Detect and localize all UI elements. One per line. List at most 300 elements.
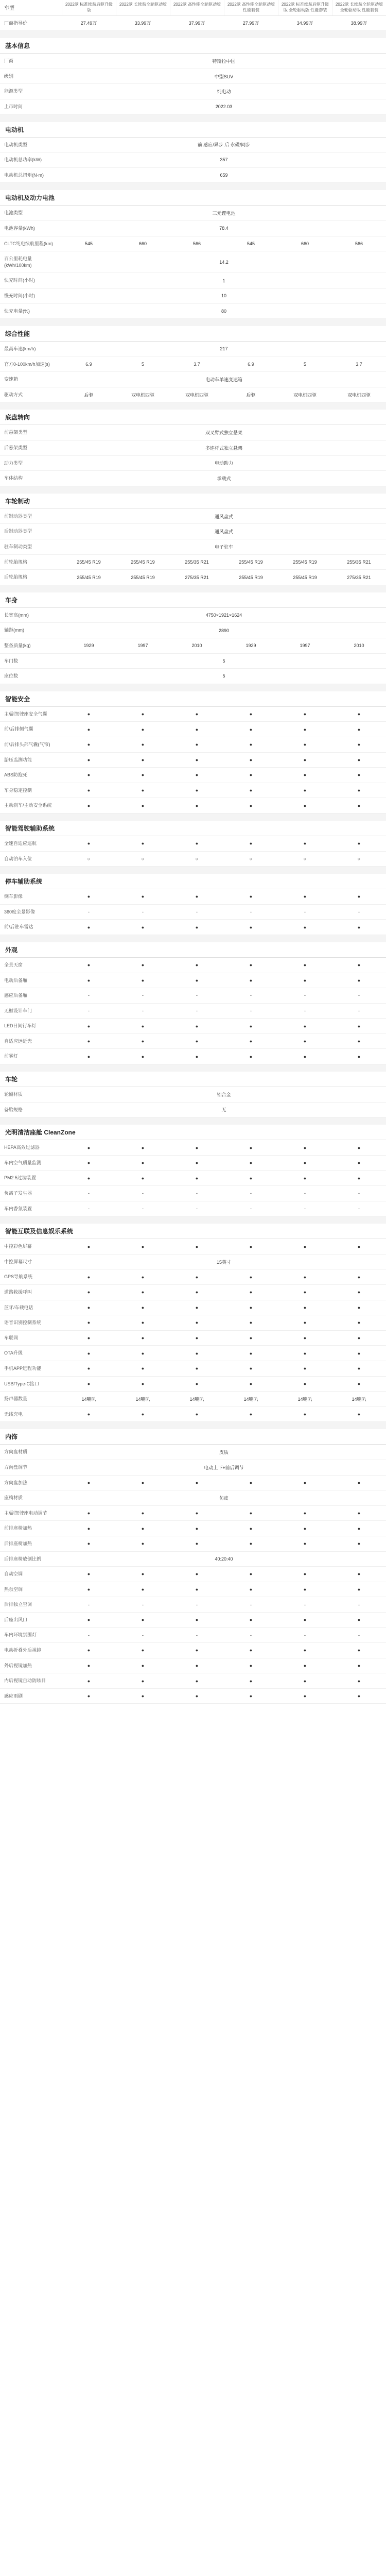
spec-value: 5 (303, 361, 306, 367)
spec-value: ● (249, 803, 253, 808)
spec-values (62, 783, 386, 798)
spec-value: ● (249, 1304, 253, 1310)
section-gap (0, 486, 386, 494)
spec-row (0, 372, 386, 387)
spec-value: ● (87, 1335, 91, 1341)
spec-row (0, 722, 386, 737)
spec-value: ● (195, 1244, 199, 1249)
spec-value: ● (249, 1412, 253, 1417)
spec-value: ● (87, 1678, 91, 1684)
spec-values (62, 1269, 386, 1284)
spec-value: ● (249, 772, 253, 778)
spec-value: ● (87, 894, 91, 900)
spec-value: ● (303, 1511, 307, 1516)
spec-values (62, 1536, 386, 1551)
spec-row (0, 1582, 386, 1598)
spec-value-merged: 357 (220, 157, 228, 163)
spec-value: - (142, 993, 144, 998)
spec-value: 255/45 R19 (293, 559, 317, 565)
spec-values (62, 1285, 386, 1300)
spec-value: ● (87, 788, 91, 793)
spec-value: ● (87, 711, 91, 717)
spec-values (62, 608, 386, 623)
spec-value: ● (303, 1335, 307, 1341)
spec-values (62, 1361, 386, 1376)
section-title: 基本信息 (0, 38, 386, 54)
spec-label: 轴距(mm) (4, 628, 24, 633)
spec-value: ● (303, 772, 307, 778)
spec-value: ● (303, 1571, 307, 1577)
spec-label: 座位数 (4, 673, 19, 679)
section-gap (0, 115, 386, 122)
spec-value: - (250, 1632, 252, 1638)
spec-row (0, 138, 386, 153)
spec-value: ● (249, 1290, 253, 1295)
spec-row (0, 1004, 386, 1019)
spec-value: 33.99万 (134, 21, 151, 26)
spec-value: ● (249, 1648, 253, 1653)
spec-value: 1929 (245, 643, 256, 649)
spec-label: 全速自适应巡航 (4, 840, 37, 846)
spec-label: 车联网 (4, 1335, 19, 1341)
spec-value: - (88, 909, 90, 915)
section-title: 智能驾驶辅助系统 (0, 821, 386, 836)
spec-value: ● (303, 1244, 307, 1249)
spec-label: ABS防抱死 (4, 772, 28, 778)
model-column-header[interactable]: 2022款 长续航全轮驱动版 (116, 0, 170, 15)
spec-value: ● (195, 841, 199, 846)
spec-value: ● (303, 1366, 307, 1371)
spec-row (0, 471, 386, 486)
spec-values (62, 1506, 386, 1521)
spec-value: ● (195, 1350, 199, 1356)
spec-table (0, 16, 386, 1704)
spec-value: 14喇叭 (297, 1396, 312, 1402)
spec-row (0, 669, 386, 684)
spec-value: ● (141, 757, 145, 762)
spec-value: - (88, 993, 90, 998)
spec-label: 中控彩色屏幕 (4, 1244, 32, 1249)
spec-row (0, 456, 386, 471)
spec-row (0, 836, 386, 852)
spec-label: 车门数 (4, 658, 19, 664)
spec-label: 中控屏幕尺寸 (4, 1259, 32, 1264)
spec-row (0, 1255, 386, 1270)
spec-row (0, 357, 386, 372)
spec-value: ● (303, 894, 307, 900)
spec-value: ● (303, 1663, 307, 1668)
spec-value: - (304, 909, 306, 915)
spec-row (0, 1019, 386, 1034)
spec-value: ● (141, 1160, 145, 1166)
spec-values (62, 1689, 386, 1704)
spec-values (62, 440, 386, 455)
spec-value: ● (249, 1366, 253, 1371)
spec-value: ● (87, 803, 91, 808)
spec-value: ● (195, 1678, 199, 1684)
spec-value-merged: 通风盘式 (214, 529, 233, 535)
spec-value: ● (195, 1541, 199, 1547)
spec-values (62, 16, 386, 31)
spec-row (0, 1300, 386, 1316)
spec-value: ● (357, 924, 361, 930)
spec-value: - (304, 993, 306, 998)
spec-row (0, 1445, 386, 1460)
spec-value: ● (141, 1039, 145, 1044)
spec-label: 整备质量(kg) (4, 643, 31, 648)
spec-row (0, 638, 386, 654)
spec-value: - (196, 1632, 198, 1638)
spec-value: 1997 (300, 643, 310, 649)
spec-value: ● (357, 1039, 361, 1044)
spec-values (62, 1140, 386, 1155)
spec-label: 车内环境氛围灯 (4, 1632, 37, 1638)
spec-label: USB/Type-C接口 (4, 1381, 40, 1386)
spec-label: OTA升级 (4, 1350, 23, 1356)
spec-value: ● (249, 788, 253, 793)
spec-label: 前轮胎规格 (4, 559, 28, 565)
section-title: 底盘转向 (0, 410, 386, 425)
spec-row (0, 168, 386, 183)
spec-values (62, 357, 386, 372)
spec-value: - (142, 1206, 144, 1211)
spec-values (62, 69, 386, 84)
spec-label: 倒车影像 (4, 894, 23, 900)
spec-values (62, 206, 386, 221)
spec-value: ● (303, 1160, 307, 1166)
spec-value: ● (249, 1023, 253, 1029)
spec-value: ● (303, 1526, 307, 1531)
section-gap (0, 1064, 386, 1072)
spec-value: ● (303, 1412, 307, 1417)
spec-value: 双电机四驱 (347, 392, 371, 398)
section-gap (0, 585, 386, 592)
spec-values (62, 623, 386, 638)
spec-value: - (88, 1191, 90, 1196)
spec-values (62, 1049, 386, 1064)
spec-value: - (250, 993, 252, 998)
spec-value-merged: 电动助力 (214, 461, 233, 466)
spec-value: ● (87, 1023, 91, 1029)
spec-value: 27.99万 (242, 21, 259, 26)
spec-values (62, 1643, 386, 1658)
spec-value: ● (303, 1145, 307, 1150)
spec-label: 驻车制动类型 (4, 544, 32, 550)
model-column-header[interactable]: 2022款 高性能全轮驱动版 (170, 0, 224, 15)
spec-value: ● (303, 1350, 307, 1356)
spec-label: 前/后排头部气囊(气帘) (4, 741, 50, 747)
spec-values (62, 1613, 386, 1628)
spec-value: ● (249, 1175, 253, 1181)
spec-value: ○ (303, 856, 307, 861)
spec-value-merged: 电动上下+前后调节 (204, 1465, 244, 1470)
spec-value: ● (249, 894, 253, 900)
spec-label: 座椅材质 (4, 1495, 23, 1501)
spec-value: ● (357, 1586, 361, 1592)
spec-label: 热泵空调 (4, 1586, 23, 1592)
spec-label: 后悬架类型 (4, 445, 28, 451)
model-column-header[interactable]: 2022款 长续航全轮驱动版 全轮驱动版 性能套装 (332, 0, 386, 15)
spec-value: - (142, 1008, 144, 1013)
spec-label: 后排座椅放倒比例 (4, 1556, 42, 1562)
spec-values (62, 1521, 386, 1536)
spec-label: 电池容量(kWh) (4, 225, 35, 231)
spec-label: 厂商 (4, 58, 14, 64)
spec-value: ● (195, 1160, 199, 1166)
spec-value: ● (87, 1160, 91, 1166)
spec-label: 方向盘调节 (4, 1464, 28, 1470)
spec-values (62, 1103, 386, 1117)
spec-value: ● (141, 924, 145, 930)
header-label: 车型 (4, 6, 14, 12)
spec-value: 14喇叭 (189, 1396, 204, 1402)
spec-value: ● (249, 1480, 253, 1485)
spec-row (0, 1476, 386, 1491)
spec-row (0, 1156, 386, 1171)
spec-value: ● (141, 1648, 145, 1653)
spec-value: ● (87, 1648, 91, 1653)
spec-values (62, 555, 386, 570)
spec-value-merged: 2022.03 (215, 104, 233, 110)
spec-label: CLTC纯电续航里程(km) (4, 241, 53, 246)
spec-row (0, 852, 386, 867)
spec-value: ● (141, 772, 145, 778)
spec-value-merged: 2890 (218, 628, 230, 633)
spec-value: ● (141, 1145, 145, 1150)
spec-value: - (88, 1632, 90, 1638)
spec-values (62, 372, 386, 387)
spec-row (0, 236, 386, 252)
spec-row (0, 555, 386, 570)
spec-value: ● (195, 803, 199, 808)
spec-value: ● (303, 962, 307, 968)
spec-value: - (196, 1206, 198, 1211)
spec-row (0, 206, 386, 221)
spec-value: ● (357, 1526, 361, 1531)
section-title: 综合性能 (0, 326, 386, 342)
spec-row (0, 1597, 386, 1613)
spec-label: 前/后排侧气囊 (4, 726, 33, 732)
spec-value: ● (303, 1290, 307, 1295)
spec-value: 14喇叭 (243, 1396, 258, 1402)
spec-value-merged: 无 (221, 1107, 226, 1113)
spec-row (0, 425, 386, 440)
spec-label: 无线充电 (4, 1411, 23, 1417)
section-gap (0, 1216, 386, 1224)
spec-value: 3.7 (356, 361, 362, 367)
spec-value: ● (195, 1304, 199, 1310)
model-column-header[interactable]: 2022款 标准续航后驱升级版 (62, 0, 116, 15)
spec-value: ● (141, 742, 145, 748)
spec-value: ○ (249, 856, 253, 861)
spec-label: 电动后备厢 (4, 977, 28, 983)
spec-value-merged: 多连杆式独立悬架 (205, 445, 242, 451)
spec-label: 扬声器数量 (4, 1396, 28, 1402)
spec-value: 255/35 R21 (347, 559, 371, 565)
spec-value: ● (195, 772, 199, 778)
spec-value: - (88, 1008, 90, 1013)
spec-row (0, 570, 386, 585)
spec-value: 6.9 (248, 361, 254, 367)
spec-value: ● (87, 1244, 91, 1249)
spec-value: ● (195, 711, 199, 717)
spec-label: 自适应远近光 (4, 1038, 32, 1044)
spec-value: 双电机四驱 (185, 392, 208, 398)
section-title: 电动机 (0, 122, 386, 138)
spec-row (0, 920, 386, 935)
spec-label: 能源类型 (4, 89, 23, 94)
spec-label: 自动泊车入位 (4, 856, 32, 861)
spec-value: ● (87, 1663, 91, 1668)
spec-row (0, 1103, 386, 1118)
spec-label: 前制动器类型 (4, 513, 32, 519)
spec-label: 百公里耗电量(kWh/100km) (4, 256, 32, 268)
spec-value: 6.9 (85, 361, 92, 367)
spec-label: 级别 (4, 73, 14, 79)
spec-value: ● (357, 1617, 361, 1623)
spec-value: ● (303, 788, 307, 793)
spec-values (62, 1567, 386, 1582)
spec-value: ● (87, 924, 91, 930)
spec-label: GPS导航系统 (4, 1274, 33, 1280)
spec-value: ● (303, 1617, 307, 1623)
spec-row (0, 1140, 386, 1156)
spec-value: - (304, 1008, 306, 1013)
spec-row (0, 1269, 386, 1285)
spec-row (0, 1239, 386, 1255)
spec-value-merged: 纯电动 (217, 89, 231, 95)
spec-label: 方向盘材质 (4, 1449, 28, 1455)
spec-value: ● (249, 726, 253, 732)
spec-value: ● (87, 1145, 91, 1150)
spec-value: 3.7 (194, 361, 200, 367)
spec-value: ● (249, 1617, 253, 1623)
spec-values (62, 570, 386, 585)
spec-value: 2010 (354, 643, 364, 649)
spec-values (62, 304, 386, 319)
spec-value: 275/35 R21 (185, 574, 209, 580)
spec-value: ● (195, 1054, 199, 1059)
spec-label: 电动机总扭矩(N·m) (4, 172, 44, 178)
spec-value: ● (357, 1480, 361, 1485)
spec-values (62, 753, 386, 768)
spec-value: ● (303, 1541, 307, 1547)
model-column-header[interactable]: 2022款 标准续航后驱升级版 全轮驱动版 性能套装 (278, 0, 332, 15)
spec-value-merged: 659 (220, 173, 228, 178)
spec-value-merged: 10 (221, 293, 226, 299)
spec-values (62, 1201, 386, 1216)
spec-value: 255/35 R21 (185, 559, 209, 565)
spec-value: ● (141, 977, 145, 983)
spec-value: ● (141, 841, 145, 846)
section-gap (0, 1117, 386, 1125)
spec-value-merged: 前 感应/异步 后 永磁/同步 (197, 142, 251, 148)
spec-value: ● (357, 711, 361, 717)
spec-values (62, 889, 386, 904)
spec-values (62, 1490, 386, 1505)
spec-row (0, 1628, 386, 1643)
spec-row (0, 783, 386, 799)
spec-values (62, 1597, 386, 1612)
spec-value: ● (87, 1304, 91, 1310)
spec-values (62, 236, 386, 251)
spec-values (62, 654, 386, 669)
spec-values (62, 289, 386, 303)
spec-value: ● (87, 1054, 91, 1059)
spec-values (62, 1628, 386, 1642)
spec-values (62, 768, 386, 783)
spec-label: 后制动器类型 (4, 529, 32, 534)
spec-value: 255/45 R19 (239, 559, 263, 565)
spec-value: ● (249, 1244, 253, 1249)
spec-values (62, 138, 386, 152)
spec-values (62, 1255, 386, 1269)
section-title: 光明清洁座舱 CleanZone (0, 1125, 386, 1140)
spec-values (62, 1239, 386, 1254)
spec-values (62, 722, 386, 737)
section-gap (0, 183, 386, 190)
spec-row (0, 623, 386, 638)
spec-value: ● (249, 1320, 253, 1326)
model-column-header[interactable]: 2022款 高性能全轮驱动版 性能套装 (224, 0, 278, 15)
spec-value: - (250, 1191, 252, 1196)
model-columns (62, 0, 386, 15)
spec-row (0, 1186, 386, 1201)
spec-label: 备胎规格 (4, 1107, 23, 1112)
section-title: 车身 (0, 592, 386, 608)
spec-label: 感应后备厢 (4, 993, 28, 998)
spec-label: 最高车速(km/h) (4, 346, 36, 352)
spec-label: 上市时间 (4, 104, 23, 109)
spec-value: ● (303, 977, 307, 983)
section-title: 智能互联及信息娱乐系统 (0, 1224, 386, 1239)
section-title: 内饰 (0, 1429, 386, 1445)
spec-value: ● (141, 788, 145, 793)
spec-value: ● (249, 1663, 253, 1668)
spec-value: ● (87, 1571, 91, 1577)
spec-row (0, 958, 386, 973)
spec-value: 14喇叭 (352, 1396, 366, 1402)
spec-value: - (196, 993, 198, 998)
spec-row (0, 440, 386, 456)
spec-row (0, 524, 386, 539)
spec-label: 后轮胎规格 (4, 574, 28, 580)
spec-value: ● (141, 1023, 145, 1029)
spec-value: ● (87, 977, 91, 983)
spec-value: ● (303, 1693, 307, 1699)
spec-label: 车内香氛装置 (4, 1206, 32, 1211)
spec-value: ○ (87, 856, 91, 861)
spec-value: ● (141, 1335, 145, 1341)
spec-row (0, 654, 386, 669)
spec-values (62, 852, 386, 867)
spec-value: ● (303, 1039, 307, 1044)
spec-value: ● (195, 1023, 199, 1029)
spec-value: ● (303, 1320, 307, 1326)
model-header (0, 0, 386, 16)
spec-row (0, 304, 386, 319)
spec-value: ● (357, 1412, 361, 1417)
spec-label: 后排独立空调 (4, 1602, 32, 1607)
spec-value: ● (357, 1571, 361, 1577)
spec-value: - (142, 1191, 144, 1196)
spec-value: - (358, 1602, 360, 1607)
spec-row (0, 1689, 386, 1704)
spec-value-merged: 通风盘式 (214, 514, 233, 519)
spec-value-merged: 40:20:40 (215, 1556, 233, 1562)
spec-value: 37.99万 (188, 21, 205, 26)
spec-value: ● (195, 1039, 199, 1044)
